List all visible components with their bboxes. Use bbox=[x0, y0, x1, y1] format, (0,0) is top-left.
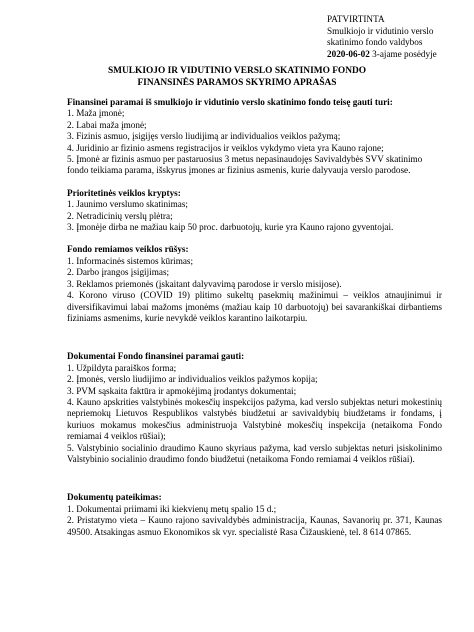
list-item: 1. Dokumentai priimami iki kiekvienų metų spalio 15 d.; bbox=[67, 503, 277, 514]
list-item: 2. Darbo įrangos įsigijimas; bbox=[67, 267, 170, 278]
types-section bbox=[67, 244, 442, 324]
documents-heading: Dokumentai Fondo finansinei paramai gauti: bbox=[67, 351, 245, 362]
approval-line-2: Smulkiojo ir vidutinio verslo bbox=[327, 25, 434, 36]
eligible-heading: Finansinei paramai iš smulkiojo ir vidutinio verslo skatinimo fondo teisę gauti turi: bbox=[67, 97, 393, 107]
list-item: 2. Įmonės, verslo liudijimo ar individualios veiklos pažymos kopija; bbox=[67, 374, 318, 385]
approval-line-4-rest: 3-ajame posėdyje bbox=[369, 48, 437, 59]
priority-section bbox=[67, 188, 442, 234]
list-item: 4. Juridinio ar fizinio asmens registracijos ir veiklos vykdymo vieta yra Kauno rajone; bbox=[67, 142, 384, 153]
title-line-2: FINANSINĖS PARAMOS SKYRIMO APRAŠAS bbox=[137, 77, 337, 88]
list-item: 1. Informacinės sistemos kūrimas; bbox=[67, 255, 194, 266]
approval-line-4 bbox=[327, 49, 467, 61]
submission-section bbox=[67, 492, 442, 538]
submission-heading: Dokumentų pateikimas: bbox=[67, 492, 162, 503]
list-item: 3. PVM sąskaita faktūra ir apmokėjimą įrodantys dokumentai; bbox=[67, 385, 297, 396]
list-item: 1. Jaunimo verslumo skatinimas; bbox=[67, 199, 188, 210]
eligible-section bbox=[67, 97, 442, 177]
priority-heading: Prioritetinės veiklos kryptys: bbox=[67, 187, 181, 198]
document-title bbox=[0, 66, 474, 89]
approval-date: 2020-06-02 bbox=[327, 48, 370, 59]
list-item: 4. Kauno apskrities valstybinės mokesčių inspekcijos pažyma, kad verslo subjektas neturi mokestinių nepriemokų Lietuvos Respublikos valstybės biudžetui ar savivaldybių biudžetams ir fondams, į kuriuos mokamus mokesčius administruoja Valstybinė mokesčių inspekcija (netaikoma Fondo remiamai 4 veiklos rūšiai); bbox=[67, 396, 442, 442]
types-heading: Fondo remiamos veiklos rūšys: bbox=[67, 244, 189, 255]
list-item: 3. Įmonėje dirba ne mažiau kaip 50 proc. darbuotojų, kurie yra Kauno rajono gyventojai. bbox=[67, 222, 394, 233]
approval-block bbox=[327, 14, 467, 60]
title-line-1: SMULKIOJO IR VIDUTINIO VERSLO SKATINIMO FONDO bbox=[107, 66, 367, 76]
approval-line-3: skatinimo fondo valdybos bbox=[327, 37, 423, 48]
document-body bbox=[67, 97, 442, 538]
list-item: 3. Fizinis asmuo, įsigijęs verslo liudijimą ar individualios veiklos pažymą; bbox=[67, 131, 341, 142]
list-item: 2. Pristatymo vieta – Kauno rajono savivaldybės administracija, Kaunas, Savanorių pr. 371, Kaunas 49500. Atsakingas asmuo Ekonomikos sk vyr. specialistė Rasa Čižauskienė, tel. 8 614 07865. bbox=[67, 515, 442, 537]
list-item: 4. Korono viruso (COVID 19) plitimo sukeltų pasekmių mažinimui – veiklos atnaujinimui ir diversifikavimui labai mažoms įmonėms (mažiau kaip 10 darbuotojų) bei savarankiškai dirbantiems fiziniams asmenims, kurie nevykdė veiklos karantino laikotarpiu. bbox=[67, 290, 442, 323]
list-item: 3. Reklamos priemonės (įskaitant dalyvavimą parodose ir verslo misijose). bbox=[67, 278, 342, 289]
list-item: 5. Įmonė ar fizinis asmuo per pastaruosius 3 metus nepasinaudojęs Savivaldybės SVV skatinimo fondo teikiama parama, išskyrus įmones ar fizinius asmenis, kurie dalyvauja verslo parodose. bbox=[67, 154, 423, 176]
approval-line-1: PATVIRTINTA bbox=[327, 14, 385, 24]
documents-section bbox=[67, 351, 442, 465]
list-item: 2. Labai maža įmonė; bbox=[67, 119, 147, 130]
list-item: 1. Maža įmonė; bbox=[67, 108, 125, 119]
list-item: 2. Netradicinių verslų plėtra; bbox=[67, 210, 173, 221]
list-item: 5. Valstybinio socialinio draudimo Kauno skyriaus pažyma, kad verslo subjektas neturi įsiskolinimo Valstybinio socialinio draudimo fondo biudžetui (netaikoma Fondo remiamai 4 veiklos rūšiai). bbox=[67, 442, 442, 464]
list-item: 1. Užpildyta paraiškos forma; bbox=[67, 362, 177, 373]
